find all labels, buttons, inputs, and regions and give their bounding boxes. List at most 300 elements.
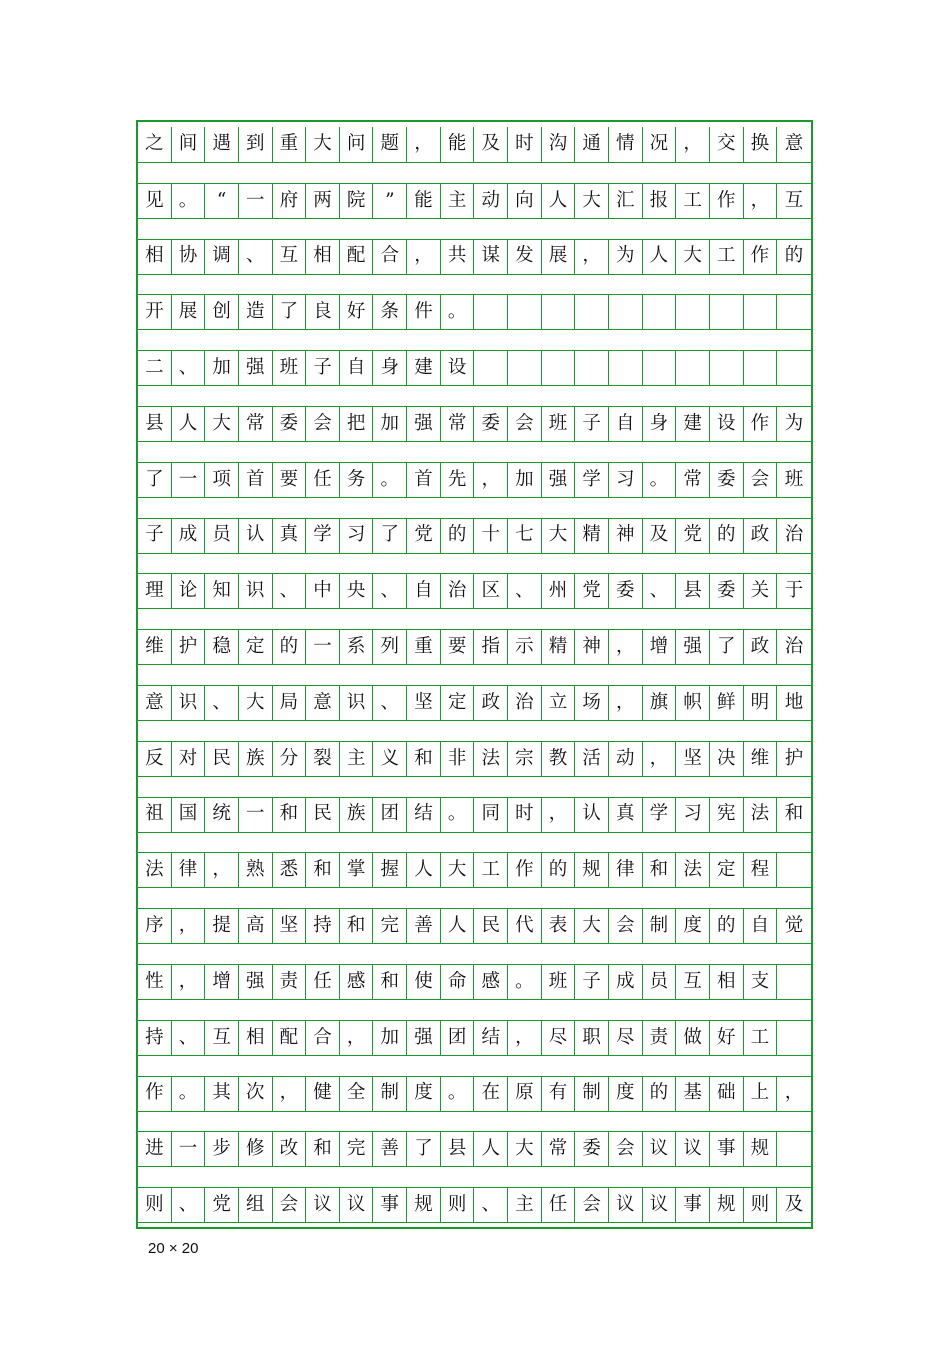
grid-cell: 作 — [138, 1077, 172, 1111]
grid-cell: 的 — [273, 630, 307, 664]
grid-cell: 条 — [373, 295, 407, 329]
grid-cell — [744, 351, 778, 385]
grid-cell: 班 — [542, 407, 576, 441]
grid-cell: 人 — [474, 1132, 508, 1166]
grid-cell: 神 — [609, 519, 643, 553]
grid-cell: 的 — [643, 1077, 677, 1111]
grid-cell: 议 — [643, 1132, 677, 1166]
grid-cell: 定 — [710, 853, 744, 887]
grid-cell: 族 — [239, 742, 273, 776]
grid-cell: 使 — [407, 965, 441, 999]
grid-cell: 上 — [744, 1077, 778, 1111]
grid-cell: 增 — [205, 965, 239, 999]
grid-cell: 。 — [441, 1077, 475, 1111]
grid-cell: 作 — [710, 184, 744, 218]
grid-cell: 组 — [239, 1188, 273, 1222]
grid-cell: 会 — [575, 1188, 609, 1222]
grid-cell: 、 — [273, 574, 307, 608]
grid-row — [138, 852, 811, 888]
grid-size-label: 20 × 20 — [148, 1240, 199, 1257]
grid-cell: 件 — [407, 295, 441, 329]
grid-cell: 步 — [205, 1132, 239, 1166]
grid-cell: 理 — [138, 574, 172, 608]
grid-cell: 责 — [273, 965, 307, 999]
grid-cell — [777, 1132, 811, 1166]
row-cells — [138, 240, 811, 274]
grid-cell: 规 — [744, 1132, 778, 1166]
grid-cell: 维 — [138, 630, 172, 664]
grid-cell: 府 — [273, 184, 307, 218]
grid-cell — [643, 295, 677, 329]
grid-cell: 互 — [784, 189, 804, 211]
grid-cell: 主 — [508, 1188, 542, 1222]
grid-cell: 人 — [172, 407, 206, 441]
grid-cell: 作 — [744, 240, 778, 274]
grid-cell: 强 — [542, 463, 576, 497]
grid-cell: 坚 — [273, 909, 307, 943]
grid-cell: 国 — [172, 798, 206, 832]
grid-cell: 议 — [609, 1188, 643, 1222]
grid-cell: 事 — [373, 1188, 407, 1222]
grid-cell: “ — [205, 184, 239, 218]
grid-cell: 制 — [643, 909, 677, 943]
grid-cell: 设 — [710, 407, 744, 441]
grid-cell: 重 — [407, 630, 441, 664]
row-cells — [138, 798, 811, 832]
grid-cell: 定 — [441, 686, 475, 720]
grid-row — [138, 685, 811, 721]
row-cells — [138, 295, 811, 329]
grid-cell: 相 — [138, 240, 172, 274]
grid-cell: 委 — [710, 574, 744, 608]
grid-cell: 、 — [172, 351, 206, 385]
grid-cell: 间 — [172, 127, 206, 162]
grid-row — [138, 1187, 811, 1223]
grid-cell: 明 — [744, 686, 778, 720]
grid-cell: 熟 — [239, 853, 273, 887]
grid-cell: 员 — [643, 965, 677, 999]
grid-cell: 共 — [441, 240, 475, 274]
grid-cell: 、 — [373, 686, 407, 720]
grid-cell: 、 — [508, 574, 542, 608]
grid-cell: 制 — [575, 1077, 609, 1111]
grid-cell: 强 — [407, 407, 441, 441]
grid-cell — [474, 351, 508, 385]
grid-cell: 展 — [172, 295, 206, 329]
grid-cell: 区 — [474, 574, 508, 608]
grid-cell: ， — [474, 463, 508, 497]
grid-cell: 指 — [474, 630, 508, 664]
row-cells — [138, 909, 811, 943]
grid-cell: 大 — [239, 686, 273, 720]
grid-cell: 议 — [340, 1188, 374, 1222]
grid-cell: 会 — [609, 1132, 643, 1166]
grid-cell — [542, 295, 576, 329]
grid-row — [138, 239, 811, 275]
grid-cell: 党 — [407, 519, 441, 553]
grid-cell: 认 — [239, 519, 273, 553]
grid-cell: 意 — [306, 686, 340, 720]
grid-cell: 高 — [239, 909, 273, 943]
row-cells — [138, 1188, 811, 1222]
grid-cell: 二 — [138, 351, 172, 385]
grid-cell: 规 — [710, 1188, 744, 1222]
grid-cell: 大 — [306, 127, 340, 162]
grid-cell: 大 — [676, 240, 710, 274]
grid-cell: 子 — [306, 351, 340, 385]
grid-cell: 持 — [138, 1021, 172, 1055]
grid-cell: 人 — [407, 853, 441, 887]
grid-cell: 先 — [441, 463, 475, 497]
grid-cell: 首 — [239, 463, 273, 497]
grid-cell: 掌 — [340, 853, 374, 887]
grid-cell: 能 — [407, 184, 441, 218]
grid-cell: 创 — [205, 295, 239, 329]
grid-row — [138, 629, 811, 665]
grid-cell: 任 — [306, 965, 340, 999]
grid-cell: 支 — [744, 965, 778, 999]
grid-cell: 善 — [373, 1132, 407, 1166]
grid-cell: 治 — [784, 524, 804, 546]
grid-cell: 度 — [609, 1077, 643, 1111]
grid-cell: 班 — [542, 965, 576, 999]
grid-cell: 人 — [643, 240, 677, 274]
grid-cell: 、 — [373, 574, 407, 608]
grid-row — [138, 406, 811, 442]
grid-cell: 局 — [273, 686, 307, 720]
grid-cell: 相 — [710, 965, 744, 999]
grid-cell: 分 — [273, 742, 307, 776]
grid-cell: 教 — [542, 742, 576, 776]
grid-cell: 委 — [609, 574, 643, 608]
grid-cell: 一 — [172, 1132, 206, 1166]
grid-cell: 和 — [643, 853, 677, 887]
grid-cell: 班 — [784, 468, 804, 490]
grid-cell: 大 — [575, 184, 609, 218]
grid-cell: 相 — [239, 1021, 273, 1055]
grid-cell: 人 — [542, 184, 576, 218]
grid-cell: 习 — [340, 519, 374, 553]
grid-cell: 治 — [441, 574, 475, 608]
grid-cell: 事 — [710, 1132, 744, 1166]
grid-cell: 主 — [340, 742, 374, 776]
grid-cell: 自 — [744, 909, 778, 943]
grid-cell: 工 — [474, 853, 508, 887]
grid-cell: 识 — [172, 686, 206, 720]
grid-cell: 政 — [474, 686, 508, 720]
grid-cell: 。 — [441, 295, 475, 329]
grid-cell: 识 — [340, 686, 374, 720]
grid-cell: 央 — [340, 574, 374, 608]
grid-row — [138, 1131, 811, 1167]
grid-cell: 建 — [407, 351, 441, 385]
row-cells — [138, 463, 811, 497]
grid-cell: 的 — [710, 909, 744, 943]
grid-cell: ， — [784, 1082, 804, 1104]
grid-cell: 感 — [340, 965, 374, 999]
grid-cell: ， — [407, 127, 441, 162]
grid-cell: 主 — [441, 184, 475, 218]
grid-cell: 规 — [407, 1188, 441, 1222]
grid-cell: 地 — [784, 691, 804, 713]
grid-cell: 身 — [643, 407, 677, 441]
grid-cell: 员 — [205, 519, 239, 553]
grid-cell: 法 — [474, 742, 508, 776]
grid-cell: 法 — [138, 853, 172, 887]
grid-cell: 则 — [441, 1188, 475, 1222]
grid-cell: 及 — [474, 127, 508, 162]
grid-cell: 县 — [676, 574, 710, 608]
grid-cell: 互 — [676, 965, 710, 999]
grid-cell: 大 — [508, 1132, 542, 1166]
grid-cell: 统 — [205, 798, 239, 832]
grid-cell: 项 — [205, 463, 239, 497]
grid-cell: 、 — [643, 574, 677, 608]
grid-cell: ” — [373, 184, 407, 218]
grid-cell: 和 — [273, 798, 307, 832]
grid-cell: 良 — [306, 295, 340, 329]
grid-cell: 强 — [239, 965, 273, 999]
grid-cell: 了 — [407, 1132, 441, 1166]
grid-cell: 。 — [508, 965, 542, 999]
grid-cell: 一 — [306, 630, 340, 664]
grid-cell: ， — [609, 686, 643, 720]
grid-row — [138, 797, 811, 833]
grid-cell: 决 — [710, 742, 744, 776]
grid-cell: 子 — [575, 407, 609, 441]
grid-cell: 问 — [340, 127, 374, 162]
grid-cell: 进 — [138, 1132, 172, 1166]
grid-cell: 大 — [542, 519, 576, 553]
grid-cell: 活 — [575, 742, 609, 776]
grid-cell: 强 — [239, 351, 273, 385]
grid-cell: 加 — [373, 1021, 407, 1055]
grid-cell: 表 — [542, 909, 576, 943]
grid-cell: 建 — [676, 407, 710, 441]
grid-cell: 代 — [508, 909, 542, 943]
grid-cell: 反 — [138, 742, 172, 776]
grid-cell: 精 — [542, 630, 576, 664]
grid-cell: 增 — [643, 630, 677, 664]
grid-cell: 论 — [172, 574, 206, 608]
grid-cell: 配 — [340, 240, 374, 274]
grid-cell: 政 — [744, 630, 778, 664]
grid-cell: 工 — [676, 184, 710, 218]
grid-cell: 持 — [306, 909, 340, 943]
grid-cell: 好 — [340, 295, 374, 329]
grid-cell: 治 — [784, 635, 804, 657]
grid-cell: 场 — [575, 686, 609, 720]
grid-cell: 性 — [138, 965, 172, 999]
grid-cell: ， — [273, 1077, 307, 1111]
grid-cell: 及 — [643, 519, 677, 553]
grid-cell: 党 — [676, 519, 710, 553]
grid-cell: 工 — [744, 1021, 778, 1055]
grid-cell: 定 — [239, 630, 273, 664]
grid-cell: 。 — [373, 463, 407, 497]
grid-cell: 、 — [474, 1188, 508, 1222]
grid-cell: 见 — [138, 184, 172, 218]
grid-cell: 意 — [138, 686, 172, 720]
grid-cell: 大 — [205, 407, 239, 441]
row-cells — [138, 686, 811, 720]
grid-cell: 会 — [306, 407, 340, 441]
grid-cell: 原 — [508, 1077, 542, 1111]
row-cells — [138, 127, 811, 162]
grid-cell: 程 — [744, 853, 778, 887]
grid-cell: 真 — [609, 798, 643, 832]
grid-cell: 和 — [306, 1132, 340, 1166]
grid-cell: 为 — [609, 240, 643, 274]
row-cells — [138, 742, 811, 776]
grid-cell: 护 — [172, 630, 206, 664]
grid-cell: 义 — [373, 742, 407, 776]
grid-cell: 情 — [609, 127, 643, 162]
grid-cell: 的 — [710, 519, 744, 553]
grid-cell — [777, 351, 811, 385]
grid-cell — [777, 1021, 811, 1055]
grid-cell: 非 — [441, 742, 475, 776]
grid-row — [138, 1020, 811, 1056]
grid-cell: 展 — [542, 240, 576, 274]
grid-cell: 把 — [340, 407, 374, 441]
grid-cell — [710, 351, 744, 385]
grid-cell: 了 — [273, 295, 307, 329]
row-cells — [138, 351, 811, 385]
grid-cell — [542, 351, 576, 385]
grid-cell: 身 — [373, 351, 407, 385]
grid-cell: 配 — [273, 1021, 307, 1055]
grid-cell: 常 — [441, 407, 475, 441]
grid-cell: 提 — [205, 909, 239, 943]
grid-cell: 民 — [306, 798, 340, 832]
grid-cell: 完 — [340, 1132, 374, 1166]
grid-cell: ， — [205, 853, 239, 887]
row-cells — [138, 574, 811, 608]
grid-cell: 在 — [474, 1077, 508, 1111]
grid-cell: 知 — [205, 574, 239, 608]
grid-cell: 要 — [441, 630, 475, 664]
grid-cell: 宪 — [710, 798, 744, 832]
grid-cell: 常 — [239, 407, 273, 441]
grid-cell: 子 — [575, 965, 609, 999]
grid-cell: 委 — [575, 1132, 609, 1166]
grid-cell: 为 — [784, 412, 804, 434]
grid-cell: 、 — [239, 240, 273, 274]
grid-cell: 汇 — [609, 184, 643, 218]
grid-cell: 命 — [441, 965, 475, 999]
grid-cell: 职 — [575, 1021, 609, 1055]
grid-cell: 大 — [441, 853, 475, 887]
grid-cell: 相 — [306, 240, 340, 274]
grid-row — [138, 964, 811, 1000]
grid-cell: 帜 — [676, 686, 710, 720]
grid-cell: 立 — [542, 686, 576, 720]
grid-cell: 时 — [508, 798, 542, 832]
grid-cell: 。 — [441, 798, 475, 832]
grid-cell: 之 — [138, 127, 172, 162]
grid-cell: 议 — [306, 1188, 340, 1222]
grid-cell: 鲜 — [710, 686, 744, 720]
grid-cell: 一 — [239, 798, 273, 832]
grid-cell: ， — [575, 240, 609, 274]
grid-cell: 议 — [643, 1188, 677, 1222]
grid-cell: 序 — [138, 909, 172, 943]
grid-cell: 一 — [172, 463, 206, 497]
grid-cell: 开 — [138, 295, 172, 329]
grid-cell: 修 — [239, 1132, 273, 1166]
grid-cell: 合 — [373, 240, 407, 274]
grid-cell: 础 — [710, 1077, 744, 1111]
grid-cell: 院 — [340, 184, 374, 218]
grid-cell: 常 — [542, 1132, 576, 1166]
grid-cell: 团 — [373, 798, 407, 832]
grid-cell: 真 — [273, 519, 307, 553]
grid-cell: 班 — [273, 351, 307, 385]
grid-cell: 结 — [474, 1021, 508, 1055]
grid-cell: 。 — [172, 1077, 206, 1111]
grid-cell: 遇 — [205, 127, 239, 162]
grid-row — [138, 1076, 811, 1112]
grid-cell: 。 — [643, 463, 677, 497]
grid-cell: 宗 — [508, 742, 542, 776]
grid-cell: 中 — [306, 574, 340, 608]
grid-cell: ， — [508, 1021, 542, 1055]
grid-row — [138, 183, 811, 219]
grid-cell: 了 — [373, 519, 407, 553]
grid-cell: 及 — [784, 1193, 804, 1215]
grid-cell: 制 — [373, 1077, 407, 1111]
grid-cell: 重 — [273, 127, 307, 162]
grid-cell — [575, 351, 609, 385]
grid-cell: 民 — [474, 909, 508, 943]
grid-cell: 调 — [205, 240, 239, 274]
grid-cell: 自 — [407, 574, 441, 608]
grid-cell: 时 — [508, 127, 542, 162]
grid-cell: 十 — [474, 519, 508, 553]
grid-cell: 通 — [575, 127, 609, 162]
grid-cell: 任 — [306, 463, 340, 497]
grid-cell — [676, 295, 710, 329]
grid-cell: 觉 — [784, 914, 804, 936]
row-cells — [138, 407, 811, 441]
grid-cell: 交 — [710, 127, 744, 162]
grid-cell: 七 — [508, 519, 542, 553]
grid-cell: 规 — [575, 853, 609, 887]
grid-cell: 度 — [676, 909, 710, 943]
grid-cell: 和 — [306, 853, 340, 887]
grid-cell: 护 — [784, 747, 804, 769]
grid-cell: 识 — [239, 574, 273, 608]
grid-cell: 会 — [609, 909, 643, 943]
grid-cell: 则 — [138, 1188, 172, 1222]
grid-cell: 到 — [239, 127, 273, 162]
row-cells — [138, 1021, 811, 1055]
grid-cell: 合 — [306, 1021, 340, 1055]
grid-cell: 互 — [205, 1021, 239, 1055]
grid-cell: 沟 — [542, 127, 576, 162]
grid-cell: 、 — [172, 1021, 206, 1055]
grid-cell: 、 — [172, 1188, 206, 1222]
grid-cell: 一 — [239, 184, 273, 218]
grid-cell: 好 — [710, 1021, 744, 1055]
grid-cell — [777, 965, 811, 999]
grid-cell: 稳 — [205, 630, 239, 664]
grid-cell: 题 — [373, 127, 407, 162]
grid-cell: 握 — [373, 853, 407, 887]
row-cells — [138, 519, 811, 553]
grid-row — [138, 741, 811, 777]
